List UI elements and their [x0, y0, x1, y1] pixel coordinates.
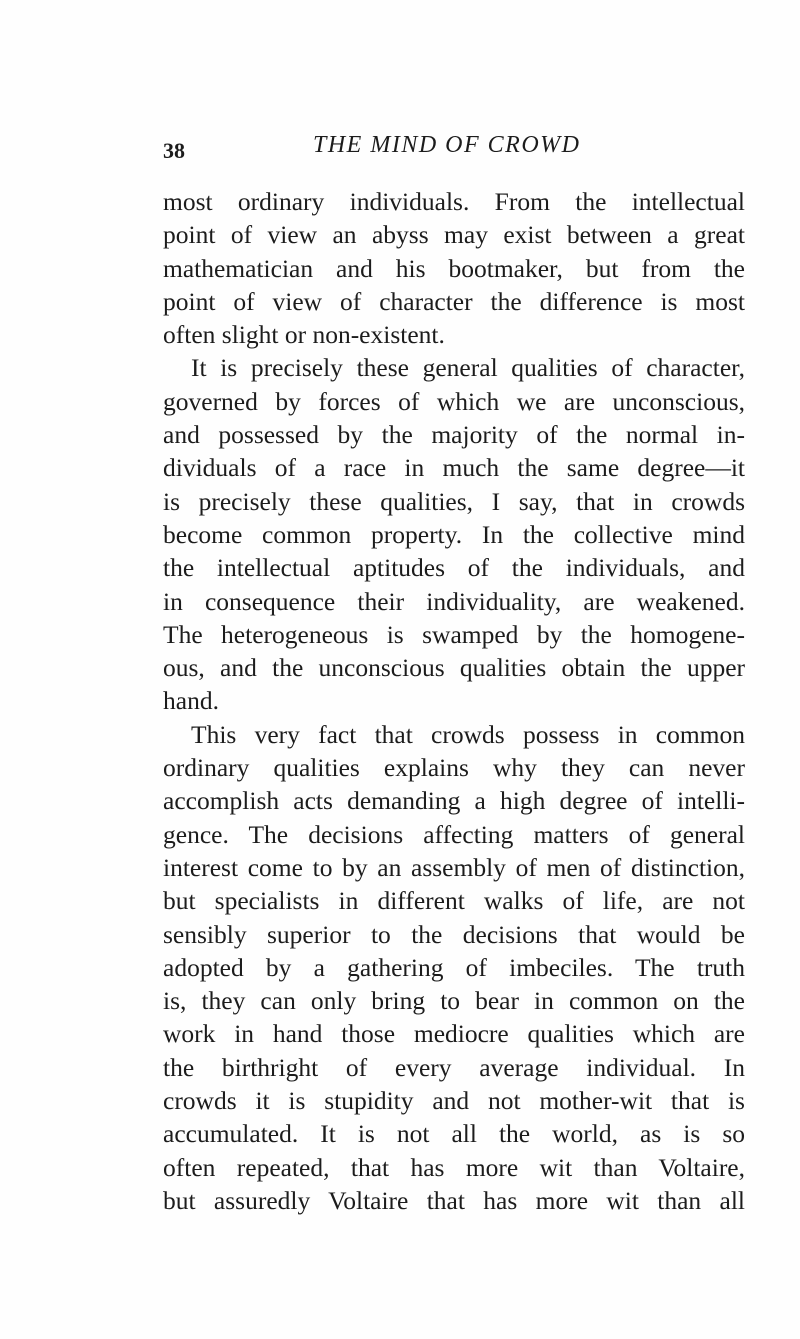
text-line: accumulated. It is not all the world, as is so — [163, 1119, 745, 1149]
text-line: is, they can only bring to bear in common on the — [163, 986, 745, 1016]
text-line: accomplish acts demanding a high degree of intelli- — [163, 786, 745, 816]
text-line: mathematician and his bootmaker, but from the — [163, 253, 745, 283]
text-line: most ordinary individuals. From the intellectual — [163, 187, 745, 216]
text-line: point of view of character the difference is most — [163, 286, 745, 316]
text-line: ous, and the unconscious qualities obtain the upper — [163, 653, 745, 683]
text-line: become common property. In the collective mind — [163, 519, 745, 549]
text-line: often repeated, that has more wit than Voltaire, — [163, 1152, 745, 1182]
running-title: THE MIND OF CROWD — [313, 132, 581, 158]
page-number: 38 — [163, 138, 185, 163]
text-line: and possessed by the majority of the normal in- — [163, 420, 745, 450]
text-line: in consequence their individuality, are weakened. — [163, 586, 745, 616]
text-line: interest come to by an assembly of men of distinction, — [163, 852, 745, 882]
text-line: governed by forces of which we are unconscious, — [163, 386, 745, 416]
text-line: crowds it is stupidity and not mother-wit that is — [163, 1086, 745, 1116]
text-line: ordinary qualities explains why they can never — [163, 753, 745, 783]
text-line: point of view an abyss may exist between a great — [163, 220, 745, 250]
text-line: hand. — [163, 686, 219, 716]
text-line: but specialists in different walks of life, are not — [163, 886, 745, 916]
text-line: the intellectual aptitudes of the individuals, and — [163, 553, 745, 583]
text-line: sensibly superior to the decisions that would be — [163, 919, 745, 949]
text-line: gence. The decisions affecting matters of general — [163, 819, 745, 849]
running-head — [163, 132, 743, 168]
text-line: the birthright of every average individual. In — [163, 1052, 745, 1082]
text-line: work in hand those mediocre qualities which are — [163, 1019, 745, 1049]
text-line: but assuredly Voltaire that has more wit than all — [163, 1185, 745, 1215]
body-text — [163, 185, 745, 1217]
text-line: dividuals of a race in much the same degree—it — [163, 453, 745, 483]
text-line: The heterogeneous is swamped by the homogene- — [163, 619, 745, 649]
text-line: adopted by a gathering of imbeciles. The truth — [163, 952, 745, 982]
text-line: is precisely these qualities, I say, that in crowds — [163, 486, 745, 516]
paragraph-start-line: This very fact that crowds possess in common — [191, 719, 745, 749]
text-line: often slight or non-existent. — [163, 320, 445, 350]
paragraph-start-line: It is precisely these general qualities of character, — [191, 353, 745, 383]
